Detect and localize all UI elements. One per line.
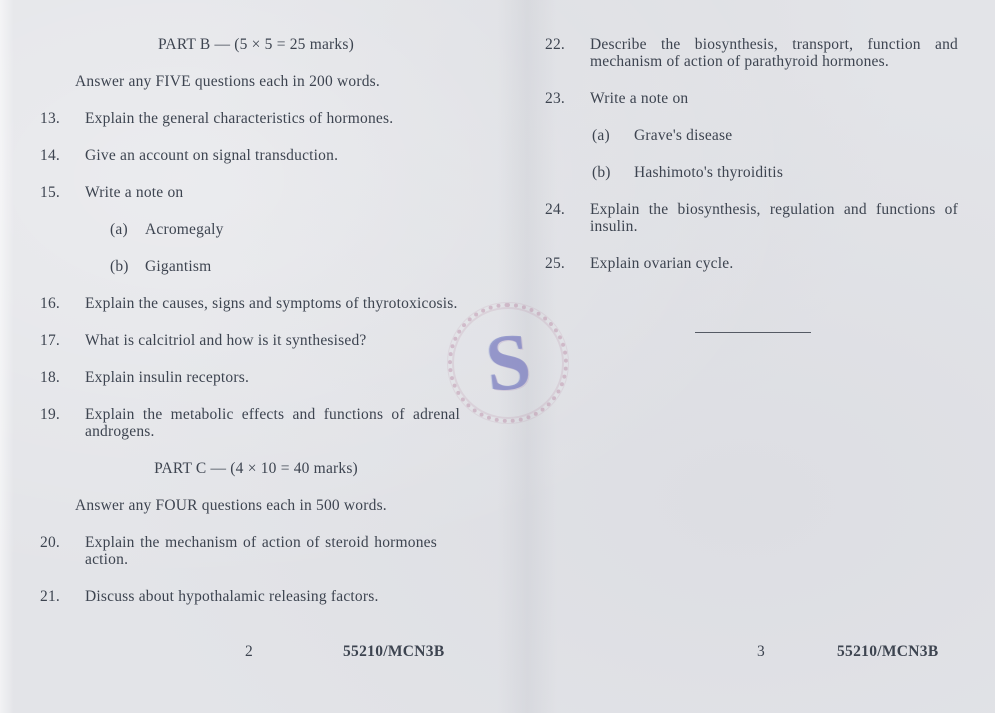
part-b-heading: PART B — (5 × 5 = 25 marks) xyxy=(158,36,354,53)
question-text: Write a note on xyxy=(590,90,689,107)
question-number: 13. xyxy=(40,110,60,127)
end-of-paper-divider xyxy=(695,332,811,333)
sub-item-text: Grave's disease xyxy=(634,127,733,144)
question-16 xyxy=(40,295,510,312)
page-right-footer xyxy=(545,643,960,663)
question-text: Explain the biosynthesis, regulation and functions of insulin. xyxy=(590,201,958,235)
question-18 xyxy=(40,369,510,386)
question-20 xyxy=(40,534,510,568)
question-21 xyxy=(40,588,510,605)
seal-stamp-letter: S xyxy=(481,316,535,410)
question-23-sub-a xyxy=(592,127,960,144)
question-text: Describe the biosynthesis, transport, function and mechanism of action of parathyroid hormones. xyxy=(590,36,958,70)
question-25 xyxy=(545,255,960,272)
question-number: 16. xyxy=(40,295,60,312)
question-number: 17. xyxy=(40,332,60,349)
question-14 xyxy=(40,147,510,164)
question-text: Explain the metabolic effects and functions of adrenal androgens. xyxy=(85,406,460,440)
page-number: 2 xyxy=(245,643,253,660)
question-22 xyxy=(545,36,960,70)
part-c-instruction: Answer any FOUR questions each in 500 words. xyxy=(75,497,387,514)
part-c-heading: PART C — (4 × 10 = 40 marks) xyxy=(154,460,358,477)
page-number: 3 xyxy=(757,643,765,660)
question-number: 21. xyxy=(40,588,60,605)
question-17 xyxy=(40,332,510,349)
sub-item-text: Acromegaly xyxy=(145,221,224,238)
question-text: Explain the mechanism of action of steroid hormones action. xyxy=(85,534,437,568)
question-13 xyxy=(40,110,510,127)
paper-code: 55210/MCN3B xyxy=(343,643,445,660)
question-text: What is calcitriol and how is it synthesised? xyxy=(85,332,367,349)
question-number: 25. xyxy=(545,255,565,272)
question-number: 23. xyxy=(545,90,565,107)
question-text: Explain the general characteristics of hormones. xyxy=(85,110,394,127)
sub-item-label: (a) xyxy=(592,127,610,144)
page-right xyxy=(545,0,960,713)
question-text: Write a note on xyxy=(85,184,184,201)
question-15-sub-a xyxy=(110,221,510,238)
question-number: 20. xyxy=(40,534,60,551)
question-text: Explain the causes, signs and symptoms of thyrotoxicosis. xyxy=(85,295,458,312)
question-23 xyxy=(545,90,960,107)
question-number: 18. xyxy=(40,369,60,386)
question-15 xyxy=(40,184,510,201)
question-text: Discuss about hypothalamic releasing factors. xyxy=(85,588,379,605)
sub-item-label: (a) xyxy=(110,221,128,238)
question-number: 14. xyxy=(40,147,60,164)
paper-code: 55210/MCN3B xyxy=(837,643,939,660)
question-number: 24. xyxy=(545,201,565,218)
question-text: Give an account on signal transduction. xyxy=(85,147,339,164)
question-number: 19. xyxy=(40,406,60,423)
question-23-sub-b xyxy=(592,164,960,181)
sub-item-text: Hashimoto's thyroiditis xyxy=(634,164,784,181)
question-15-sub-b xyxy=(110,258,510,275)
sub-item-text: Gigantism xyxy=(145,258,212,275)
question-24 xyxy=(545,201,960,235)
question-number: 22. xyxy=(545,36,565,53)
question-text: Explain insulin receptors. xyxy=(85,369,250,386)
question-19 xyxy=(40,406,510,440)
question-number: 15. xyxy=(40,184,60,201)
page-left xyxy=(40,0,510,713)
sub-item-label: (b) xyxy=(110,258,129,275)
sub-item-label: (b) xyxy=(592,164,611,181)
question-text: Explain ovarian cycle. xyxy=(590,255,734,272)
page-left-footer xyxy=(40,643,510,663)
part-b-instruction: Answer any FIVE questions each in 200 words. xyxy=(75,73,380,90)
